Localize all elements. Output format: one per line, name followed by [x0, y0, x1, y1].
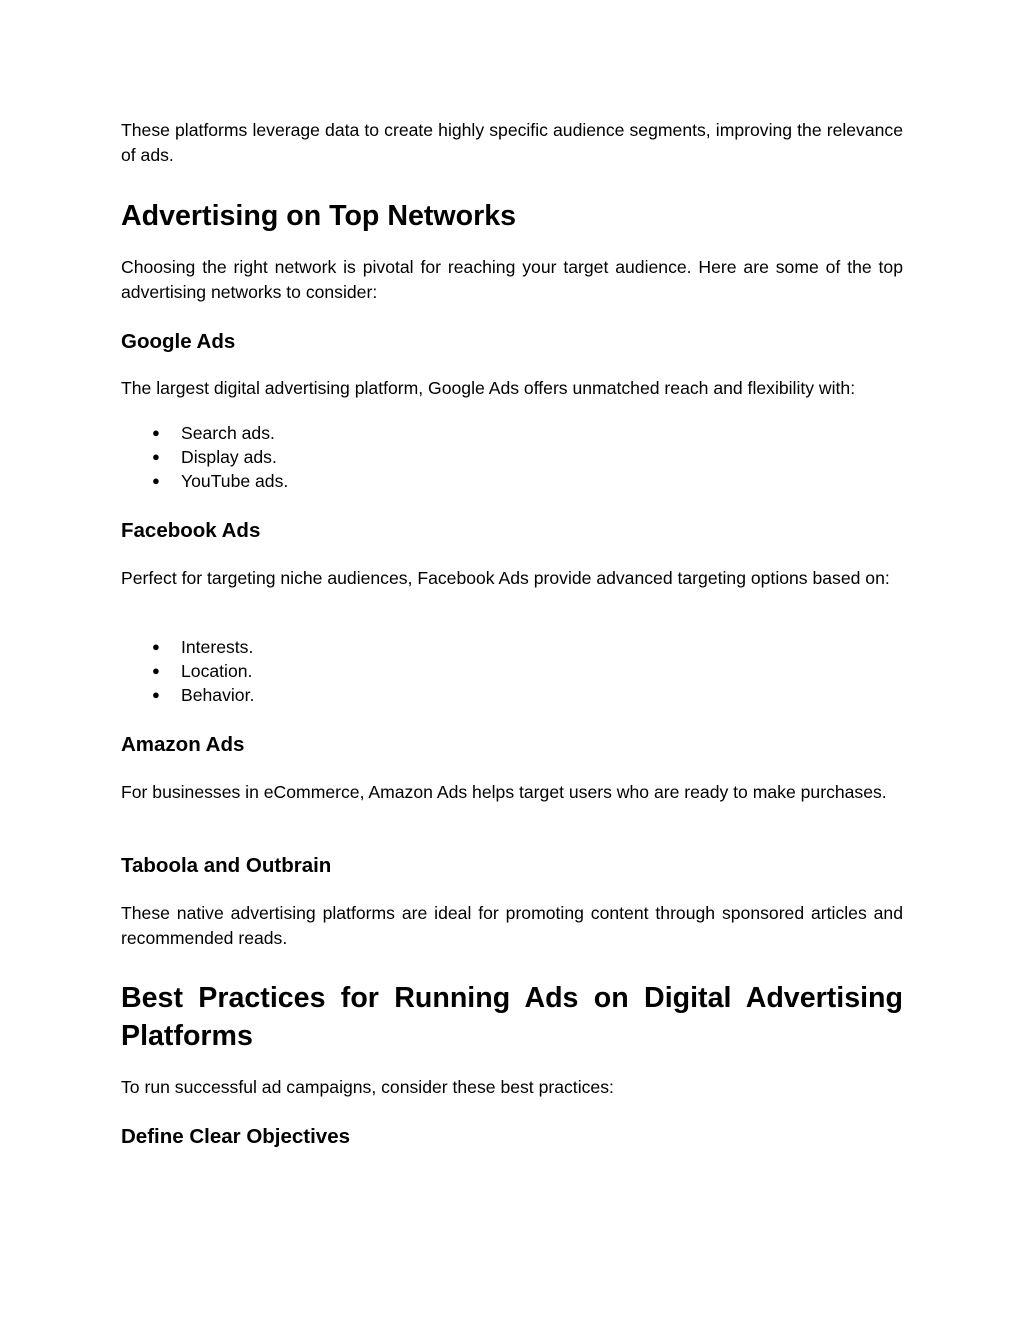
list-item: ● Display ads.: [121, 445, 903, 469]
heading-define-clear-objectives: Define Clear Objectives: [121, 1125, 351, 1148]
bullet-icon: ●: [152, 473, 160, 489]
facebook-ads-list: [121, 635, 903, 708]
facebook-ads-paragraph: Perfect for targeting niche audiences, Facebook Ads provide advanced targeting options based on:: [121, 568, 890, 588]
heading-taboola-and-outbrain: Taboola and Outbrain: [121, 854, 332, 877]
amazon-ads-paragraph: For businesses in eCommerce, Amazon Ads helps target users who are ready to make purchases.: [121, 782, 887, 802]
list-item: ● Location.: [121, 659, 903, 683]
intro-paragraph: These platforms leverage data to create highly specific audience segments, improving the relevance of ads.: [121, 120, 903, 165]
list-item: ● Behavior.: [121, 683, 903, 707]
bullet-icon: ●: [152, 687, 160, 703]
bullet-icon: ●: [152, 663, 160, 679]
bullet-icon: ●: [152, 639, 160, 654]
list-item: ● Interests.: [121, 635, 903, 659]
heading-best-practices: Best Practices for Running Ads on Digital Advertising Platforms: [121, 982, 903, 1052]
networks-intro-paragraph: Choosing the right network is pivotal for reaching your target audience. Here are some of the top advertising networks to consider:: [121, 257, 903, 302]
heading-amazon-ads: Amazon Ads: [121, 733, 245, 756]
heading-facebook-ads: Facebook Ads: [121, 519, 261, 542]
google-ads-paragraph: The largest digital advertising platform, Google Ads offers unmatched reach and flexibility with:: [121, 378, 856, 398]
list-item: ● YouTube ads.: [121, 469, 903, 493]
bullet-icon: ●: [152, 425, 160, 440]
best-practices-intro-paragraph: To run successful ad campaigns, consider these best practices:: [121, 1077, 614, 1097]
heading-advertising-on-top-networks: Advertising on Top Networks: [121, 200, 517, 232]
heading-google-ads: Google Ads: [121, 330, 236, 353]
list-item: ● Search ads.: [121, 421, 903, 445]
bullet-icon: ●: [152, 449, 160, 465]
google-ads-list: [121, 421, 903, 494]
taboola-paragraph: These native advertising platforms are ideal for promoting content through sponsored articles and recommended reads.: [121, 903, 903, 948]
